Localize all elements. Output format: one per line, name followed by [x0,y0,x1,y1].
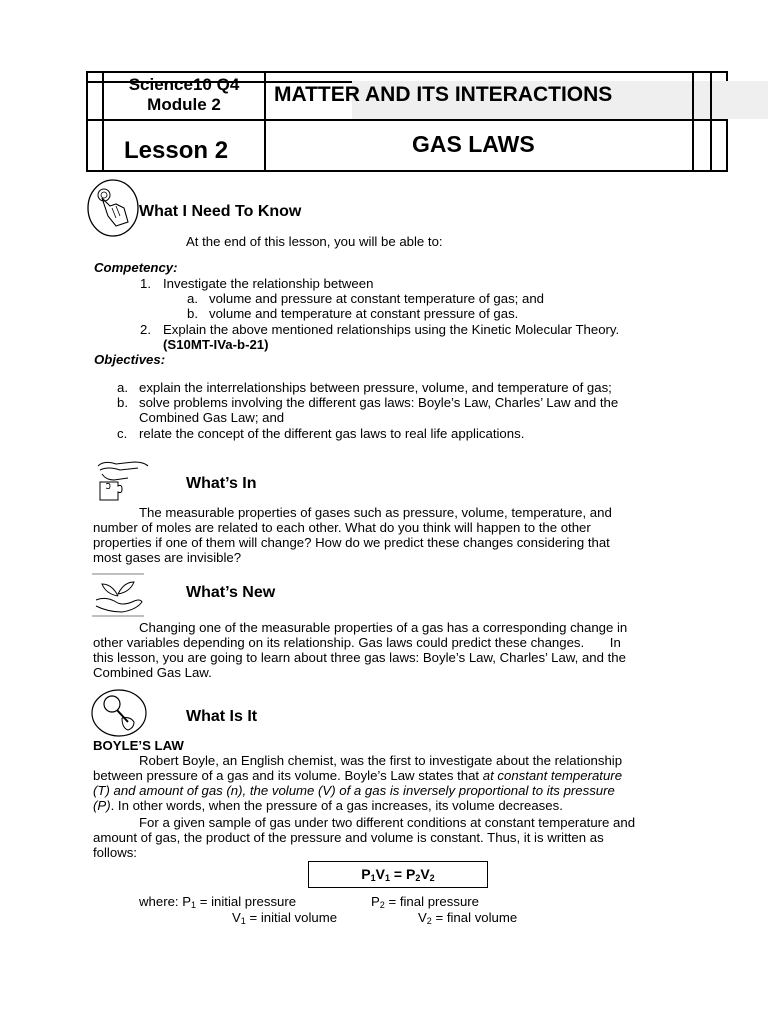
competency-1a-mark: a. [187,291,198,306]
competency-label: Competency: [94,260,178,275]
boyle-p1-line-4-plain: . In other words, when the pressure of a gas increases, its volume decreases. [110,798,563,813]
boyle-p2-line-1: For a given sample of gas under two different conditions at constant temperature and [139,815,636,830]
unit-title: MATTER AND ITS INTERACTIONS [274,83,613,106]
objective-b-line-1: solve problems involving the different gas laws: Boyle’s Law, Charles’ Law and the [139,395,619,410]
competency-1a-text: volume and pressure at constant temperature of gas; and [209,291,545,306]
objectives-label: Objectives: [94,352,166,367]
objective-c-mark: c. [117,426,128,441]
competency-2-number: 2. [140,322,151,337]
competency-2-text: Explain the above mentioned relationships using the Kinetic Molecular Theory. [163,322,620,337]
header-border-right-2 [710,73,712,170]
boyles-law-heading: BOYLE’S LAW [93,738,184,753]
pointing-hand-icon [86,178,140,238]
boyle-p2-line-2: amount of gas, the product of the pressure and volume is constant. Thus, it is written as [93,830,604,845]
module-line-2: Module 2 [147,95,221,114]
header-divider [88,119,726,121]
objective-b-line-2: Combined Gas Law; and [139,410,285,425]
lesson-label: Lesson 2 [124,137,229,164]
puzzle-hand-icon [94,456,154,506]
section-heading-need-to-know: What I Need To Know [139,203,302,220]
whats-in-line-3: properties if one of them will change? How do we predict these changes considering that [93,535,610,550]
header-column-divider [264,73,266,170]
whats-new-line-4: Combined Gas Law. [93,665,212,680]
objective-b-mark: b. [117,395,128,410]
boyle-p1-line-2 [93,768,622,784]
competency-1-text: Investigate the relationship between [163,276,374,291]
section-heading-what-is-it: What Is It [186,708,258,725]
objective-c-text: relate the concept of the different gas laws to real life applications. [139,426,525,441]
section-heading-whats-new: What’s New [186,584,276,601]
whats-in-line-2: number of moles are related to each other. What do you think will happen to the other [93,520,591,535]
boyle-p1-line-4 [93,798,563,814]
intro-text: At the end of this lesson, you will be able to: [186,234,443,249]
boyle-p1-line-3: (T) and amount of gas (n), the volume (V) of a gas is inversely proportional to its pressure [93,783,615,798]
module-line-1: Science10 Q4 [128,75,240,94]
whats-in-line-1: The measurable properties of gases such as pressure, volume, temperature, and [139,505,612,520]
where-final-pressure: $P_2$ = final pressure [371,894,480,910]
magnifier-hand-icon [90,688,148,738]
boyle-p1-line-4-italic: (P) [93,798,111,813]
boyle-p1-line-1: Robert Boyle, an English chemist, was the first to investigate about the relationship [139,753,623,768]
competency-code: (S10MT-IVa-b-21) [163,337,269,352]
competency-1b-text: volume and temperature at constant pressure of gas. [209,306,519,321]
lesson-header-table [86,71,728,172]
whats-new-line-2: other variables depending on its relationship. Gas laws could predict these changes. In [93,635,621,650]
objective-a-mark: a. [117,380,128,395]
header-border-right-1 [692,73,694,170]
boyles-law-equation: $P_1V_1 = P_2V_2$ [308,861,488,888]
boyle-p2-line-3: follows: [93,845,137,860]
where-final-volume: $V_2$ = final volume [418,910,518,926]
lesson-topic: GAS LAWS [412,131,535,157]
whats-in-line-4: most gases are invisible? [93,550,242,565]
boyle-p1-line-2-plain: between pressure of a gas and its volume. Boyle’s Law states that [93,768,483,783]
boyle-p1-line-2-italic: at constant temperature [482,768,623,783]
sprout-hands-icon [92,572,144,618]
where-initial-volume: $V_1$ = initial volume [232,910,338,926]
competency-1-number: 1. [140,276,151,291]
whats-new-line-1: Changing one of the measurable properties of a gas has a corresponding change in [139,620,628,635]
section-heading-whats-in: What’s In [186,475,257,492]
where-initial-pressure: where: $P_1$ = initial pressure [139,894,297,910]
competency-1b-mark: b. [187,306,198,321]
whats-new-line-3: this lesson, you are going to learn about three gas laws: Boyle’s Law, Charles’ Law, and the [93,650,626,665]
objective-a-text: explain the interrelationships between pressure, volume, and temperature of gas; [139,380,612,395]
